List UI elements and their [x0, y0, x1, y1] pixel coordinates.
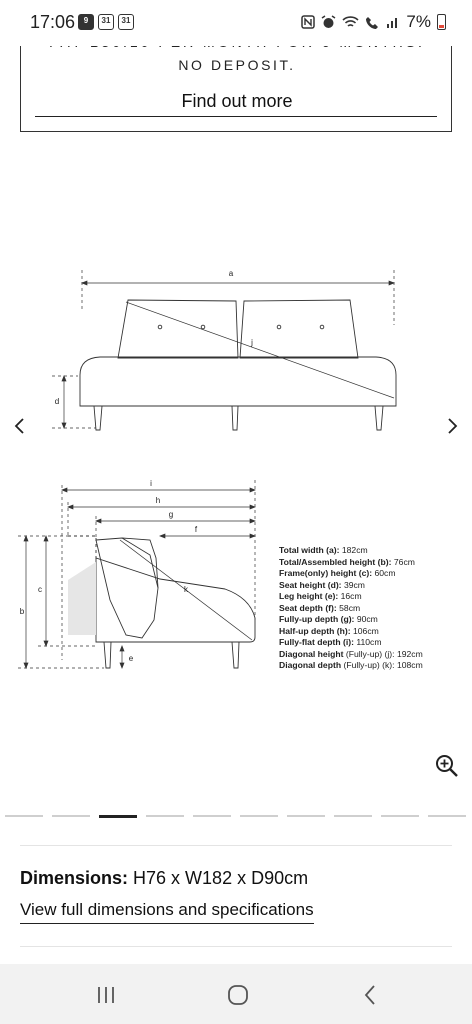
status-bar [0, 0, 472, 46]
spec-row: Seat depth (f): 58cm [279, 602, 361, 613]
carousel-dot[interactable] [5, 815, 43, 817]
label-d: d [54, 397, 60, 406]
chevron-right-icon[interactable] [440, 414, 464, 438]
dimension-spec-list [279, 545, 423, 672]
calendar-icon: 31 [118, 14, 134, 30]
side-view-sofa [96, 538, 255, 668]
spec-row: Total/Assembled height (b): 76cm [279, 556, 415, 567]
label-j: j [251, 338, 253, 347]
carousel-dot[interactable] [334, 815, 372, 817]
battery-icon [437, 14, 446, 30]
zoom-in-icon[interactable] [434, 753, 460, 779]
front-view-sofa [80, 300, 396, 430]
sim-icon: 9 [78, 14, 94, 30]
carousel-indicator[interactable] [5, 815, 466, 818]
carousel-dot[interactable] [240, 815, 278, 817]
front-dimension-lines [52, 270, 394, 428]
find-out-more-link[interactable]: Find out more [181, 91, 293, 111]
signal-icon [386, 15, 400, 29]
chevron-left-icon[interactable] [8, 414, 32, 438]
label-f: f [194, 525, 198, 534]
carousel-dot[interactable] [146, 815, 184, 817]
spec-row: Fully-up depth (g): 90cm [279, 614, 378, 624]
spec-row: Total width (a): 182cm [279, 545, 368, 555]
wifi-call-icon [365, 15, 380, 30]
label-c: c [38, 585, 42, 594]
label-g: g [168, 510, 174, 519]
spec-row: Half-up depth (h): 106cm [279, 625, 379, 636]
status-left-icons [78, 14, 134, 30]
side-dimension-lines [18, 480, 255, 668]
label-e: e [128, 654, 134, 663]
recent-apps-icon[interactable] [93, 982, 119, 1008]
spec-row: Frame(only) height (c): 60cm [279, 568, 396, 578]
carousel-dot[interactable] [428, 815, 466, 817]
nfc-icon [301, 15, 315, 29]
carousel-dot[interactable] [99, 815, 137, 818]
home-icon[interactable] [225, 982, 251, 1008]
spec-row: Diagonal depth (Fully-up) (k): 108cm [279, 660, 423, 670]
carousel-dot[interactable] [287, 815, 325, 817]
carousel-dot[interactable] [52, 815, 90, 817]
dimensions-summary [20, 868, 308, 889]
label-k: k [184, 585, 188, 594]
back-icon[interactable] [358, 982, 384, 1008]
dimensions-label: Dimensions: [20, 868, 129, 888]
status-right-icons [301, 12, 446, 32]
label-h: h [155, 496, 161, 505]
alarm-icon [321, 15, 336, 30]
label-b: b [19, 607, 25, 616]
divider [20, 946, 452, 947]
view-specifications-link[interactable]: View full dimensions and specifications [20, 900, 314, 924]
promo-no-deposit: NO DEPOSIT. [178, 57, 296, 73]
divider [20, 845, 452, 846]
wifi-icon [342, 15, 359, 29]
system-navigation-bar [0, 964, 472, 1024]
carousel-dot[interactable] [193, 815, 231, 817]
label-i: i [150, 479, 152, 488]
promo-divider [35, 116, 437, 117]
label-a: a [228, 269, 234, 278]
spec-row: Leg height (e): 16cm [279, 591, 362, 601]
dimensions-value: H76 x W182 x D90cm [128, 868, 309, 888]
status-time: 17:06 [30, 12, 76, 32]
spec-row: Fully-flat depth (i): 110cm [279, 637, 382, 647]
side-view-reclined-shadow [68, 536, 96, 635]
carousel-dot[interactable] [381, 815, 419, 817]
spec-row: Seat height (d): 39cm [279, 579, 365, 590]
battery-percent: 7% [406, 12, 431, 31]
spec-row: Diagonal height (Fully-up) (j): 192cm [279, 648, 423, 659]
calendar-icon: 31 [98, 14, 114, 30]
